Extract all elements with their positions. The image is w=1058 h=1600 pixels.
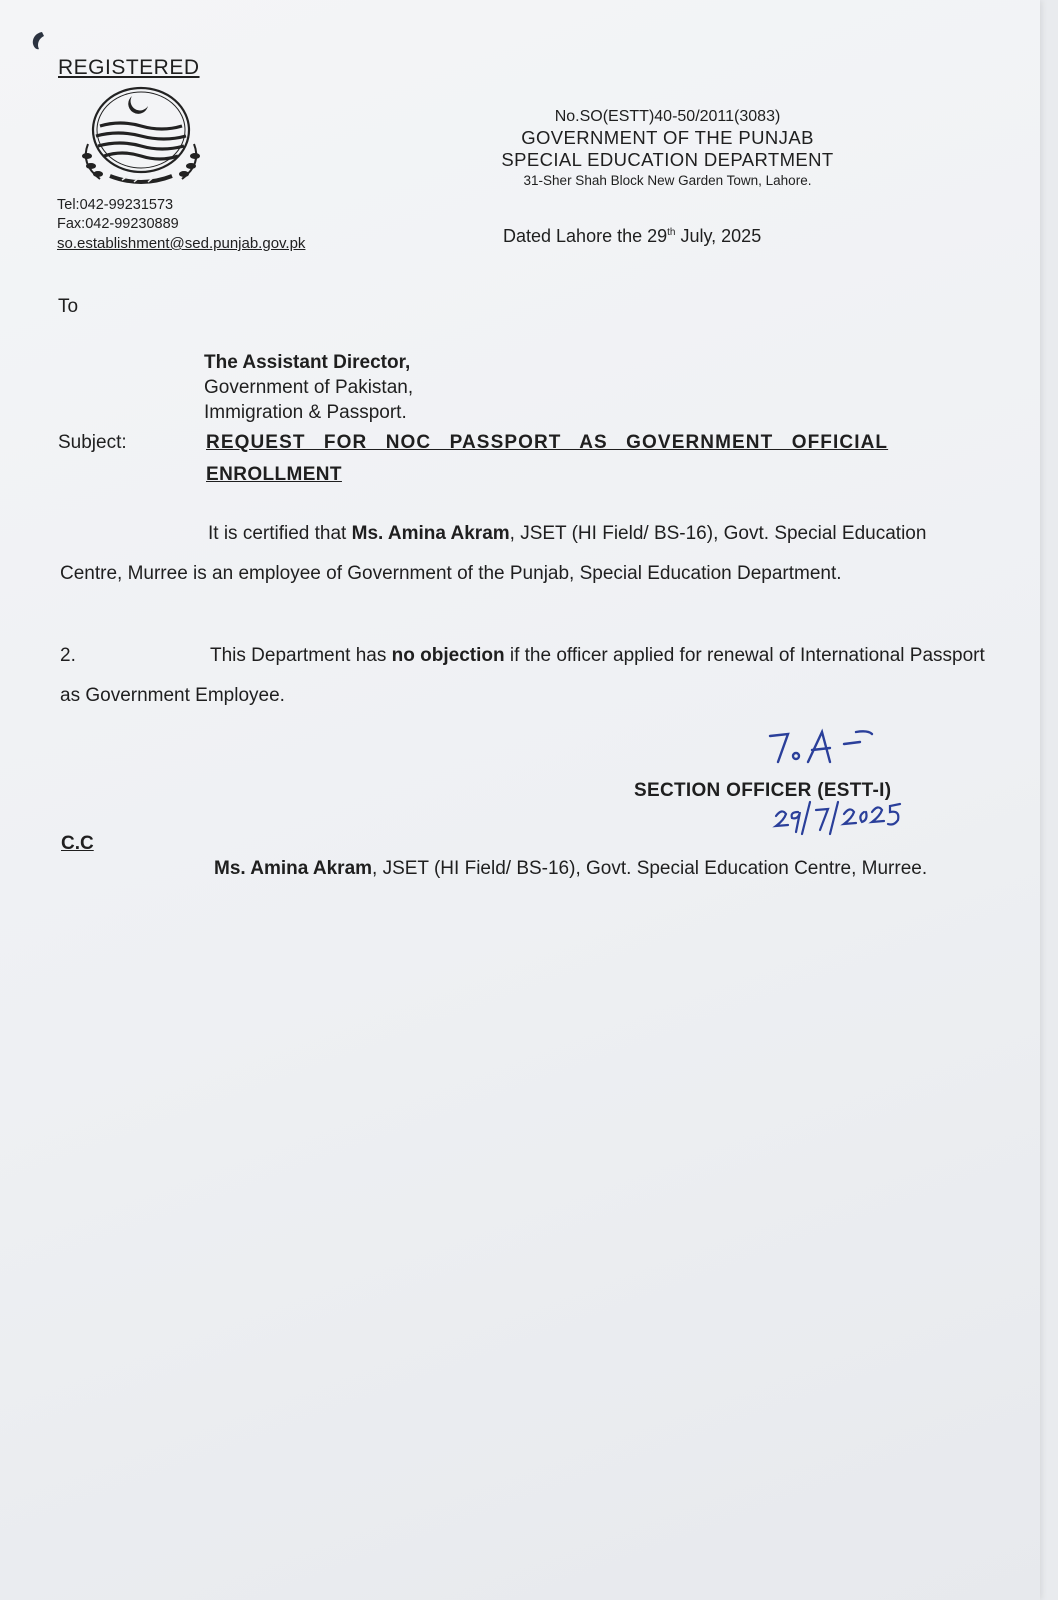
letter-date: Dated Lahore the 29th July, 2025 <box>503 226 762 246</box>
cc-name: Ms. Amina Akram <box>214 858 373 879</box>
addressee-title: The Assistant Director, <box>204 352 411 373</box>
handwritten-date <box>772 798 907 838</box>
telephone-number: Tel:042-99231573 <box>57 197 174 213</box>
reference-number: No.SO(ESTT)40-50/2011(3083) <box>554 108 781 125</box>
paragraph-1: It is certified that Ms. Amina Akram, JSET (HI Field/ BS-16), Govt. Special Education Centre, Murree is an employee of Government of the Punjab, Special Education Department. <box>60 523 927 584</box>
paragraph-2: 2. This Department has no objection if the officer applied for renewal of International Passport as Government Employee. <box>60 636 995 716</box>
paragraph-number: 2. <box>60 645 76 666</box>
no-objection-text: no objection <box>391 645 505 666</box>
email-address: so.establishment@sed.punjab.gov.pk <box>57 235 306 252</box>
subject-line-1: REQUEST FOR NOC PASSPORT AS GOVERNMENT OFFICIAL <box>206 432 889 453</box>
subject-label: Subject: <box>58 432 127 453</box>
subject-text <box>206 432 966 486</box>
addressee-office: Immigration & Passport. <box>204 402 407 423</box>
employee-name: Ms. Amina Akram <box>351 523 510 544</box>
department-address: 31-Sher Shah Block New Garden Town, Lahore. <box>523 173 812 188</box>
to-label: To <box>58 296 79 317</box>
signatory-title: SECTION OFFICER (ESTT-I) <box>634 780 892 801</box>
addressee-organization: Government of Pakistan, <box>204 377 414 398</box>
fax-number: Fax:042-99230889 <box>57 216 179 232</box>
cc-recipient: Ms. Amina Akram, JSET (HI Field/ BS-16), Govt. Special Education Centre, Murree. <box>214 858 928 879</box>
contact-block <box>57 196 305 253</box>
handwritten-initials <box>764 722 884 770</box>
subject-line-2: ENROLLMENT <box>206 464 342 485</box>
addressee-block <box>204 350 413 425</box>
registered-label: REGISTERED <box>58 56 200 79</box>
cc-label: C.C <box>61 833 94 854</box>
letterhead-right <box>455 108 880 188</box>
department-name: SPECIAL EDUCATION DEPARTMENT <box>501 149 834 170</box>
government-name: GOVERNMENT OF THE PUNJAB <box>521 127 814 148</box>
ink-blot-icon <box>30 30 50 52</box>
punjab-government-emblem-icon <box>70 84 212 192</box>
